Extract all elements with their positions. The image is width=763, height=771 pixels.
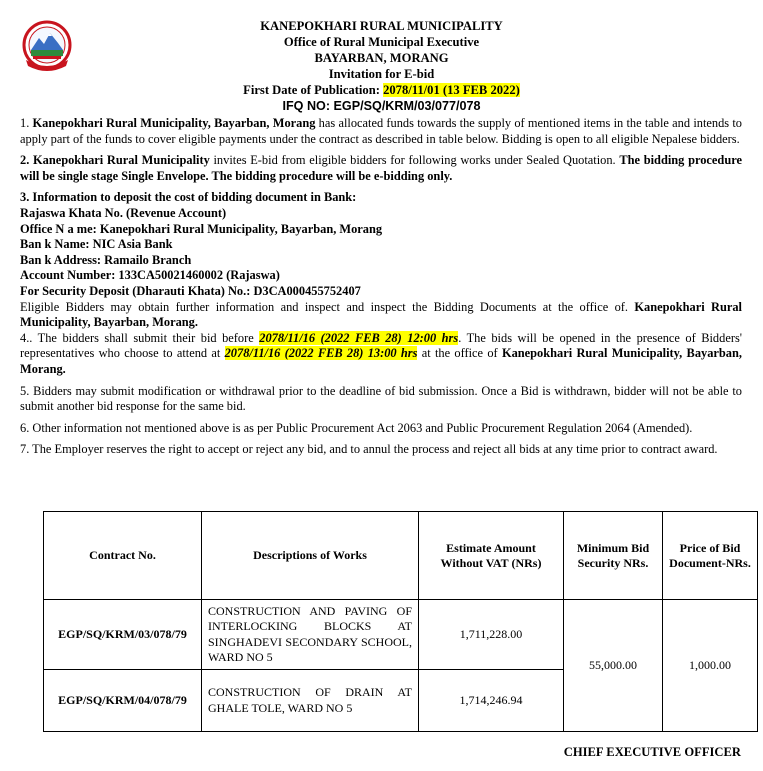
section-1 — [20, 116, 742, 147]
section-1-text: has allocated funds towards the supply of mentioned items in the table and intends to apply part of the funds to cover eligible payments under the contract as described in table below. Bidding is open to all eligible Nepalese bidders. — [20, 116, 742, 146]
revenue-account-label: Rajaswa Khata No. (Revenue Account) — [20, 205, 227, 220]
section-1-number: 1. — [20, 116, 33, 130]
office-name: Office of Rural Municipal Executive — [283, 35, 480, 49]
section-2 — [20, 153, 742, 184]
section-4-text-b: . The bids will be opened in the presence of Bidders' representatives who choose to attend at — [20, 330, 743, 361]
publication-date-value: 2078/11/01 (13 FEB 2022) — [383, 83, 520, 97]
opening-time: 2078/11/16 (2022 FEB 28) 13:00 hrs — [224, 346, 418, 361]
section-7: 7. The Employer reserves the right to accept or reject any bid, and to annul the process and reject all bids at any time prior to contract award. — [20, 442, 718, 457]
ifq-number: IFQ NO: EGP/SQ/KRM/03/077/078 — [282, 99, 481, 113]
section-4-number: 4.. — [20, 330, 38, 345]
notice-title: Invitation for E-bid — [328, 67, 435, 81]
security-deposit-line: For Security Deposit (Dharauti Khata) No.: D3CA000455752407 — [20, 283, 361, 298]
publication-date-line — [0, 82, 763, 98]
eligible-bidders-text: Eligible Bidders may obtain further information and inspect and inspect the Bidding Documents at the office of. — [20, 299, 635, 314]
work-description: CONSTRUCTION AND PAVING OF INTERLOCKING BLOCKS AT SINGHADEVI SECONDARY SCHOOL, WARD NO 5 — [202, 600, 419, 670]
account-number-line: Account Number: 133CA50021460002 (Rajaswa) — [20, 268, 280, 283]
section-4-office: Kanepokhari Rural Municipality, Bayarban, Morang. — [20, 346, 742, 376]
table-row — [44, 600, 758, 670]
table-header-row — [44, 512, 758, 600]
estimate-amount: 1,714,246.94 — [419, 670, 564, 732]
office-name-line: Office N a me: Kanepokhari Rural Municipality, Bayarban, Morang — [20, 221, 383, 236]
signatory-title: CHIEF EXECUTIVE OFFICER — [563, 745, 741, 759]
publication-date-label: First Date of Publication: — [243, 83, 384, 97]
work-description: CONSTRUCTION OF DRAIN AT GHALE TOLE, WARD NO 5 — [202, 670, 419, 732]
section-6: 6. Other information not mentioned above is as per Public Procurement Act 2063 and Public Procurement Regulation 2064 (Amended). — [20, 420, 693, 435]
section-3-title: 3. Information to deposit the cost of bidding document in Bank: — [20, 190, 357, 205]
bid-document-price: 1,000.00 — [663, 600, 758, 732]
eligible-bidders-office: Kanepokhari Rural Municipality, Bayarban, Morang. — [20, 299, 742, 330]
section-5: 5. Bidders may submit modification or withdrawal prior to the deadline of bid submission. Once a Bid is withdrawn, bidder will not be able to submit another bid response for the same bid. — [20, 383, 742, 414]
bid-security-amount: 55,000.00 — [564, 600, 663, 732]
header-bid-document-price: Price of Bid Document-NRs. — [663, 512, 758, 600]
municipality-name: KANEPOKHARI RURAL MUNICIPALITY — [260, 19, 503, 33]
submission-deadline: 2078/11/16 (2022 FEB 28) 12:00 hrs — [259, 330, 459, 345]
section-2-text: invites E-bid from eligible bidders for following works under Sealed Quotation. — [209, 153, 620, 168]
notice-header — [0, 18, 763, 114]
bank-address-line: Ban k Address: Ramailo Branch — [20, 252, 192, 267]
header-description: Descriptions of Works — [202, 512, 419, 600]
section-2-procedure: The bidding procedure will be single stage Single Envelope. The bidding procedure will be e-bidding only. — [20, 153, 742, 183]
estimate-amount: 1,711,228.00 — [419, 600, 564, 670]
contract-number: EGP/SQ/KRM/03/078/79 — [44, 600, 202, 670]
bank-name-line: Ban k Name: NIC Asia Bank — [20, 237, 173, 252]
header-bid-security: Minimum Bid Security NRs. — [564, 512, 663, 600]
section-2-number: 2. — [20, 153, 33, 168]
notice-body — [20, 116, 742, 458]
eligible-bidders-line — [20, 300, 742, 331]
header-estimate: Estimate Amount Without VAT (NRs) — [419, 512, 564, 600]
section-1-entity: Kanepokhari Rural Municipality, Bayarban, Morang — [32, 116, 316, 130]
header-contract-no: Contract No. — [44, 512, 202, 600]
section-4 — [20, 331, 742, 378]
office-location: BAYARBAN, MORANG — [314, 51, 449, 65]
section-4-text-a: The bidders shall submit their bid before — [37, 330, 260, 345]
contract-table — [43, 511, 758, 732]
section-2-entity: Kanepokhari Rural Municipality — [33, 153, 210, 168]
contract-number: EGP/SQ/KRM/04/078/79 — [44, 670, 202, 732]
section-4-text-c: at the office of — [417, 346, 502, 361]
